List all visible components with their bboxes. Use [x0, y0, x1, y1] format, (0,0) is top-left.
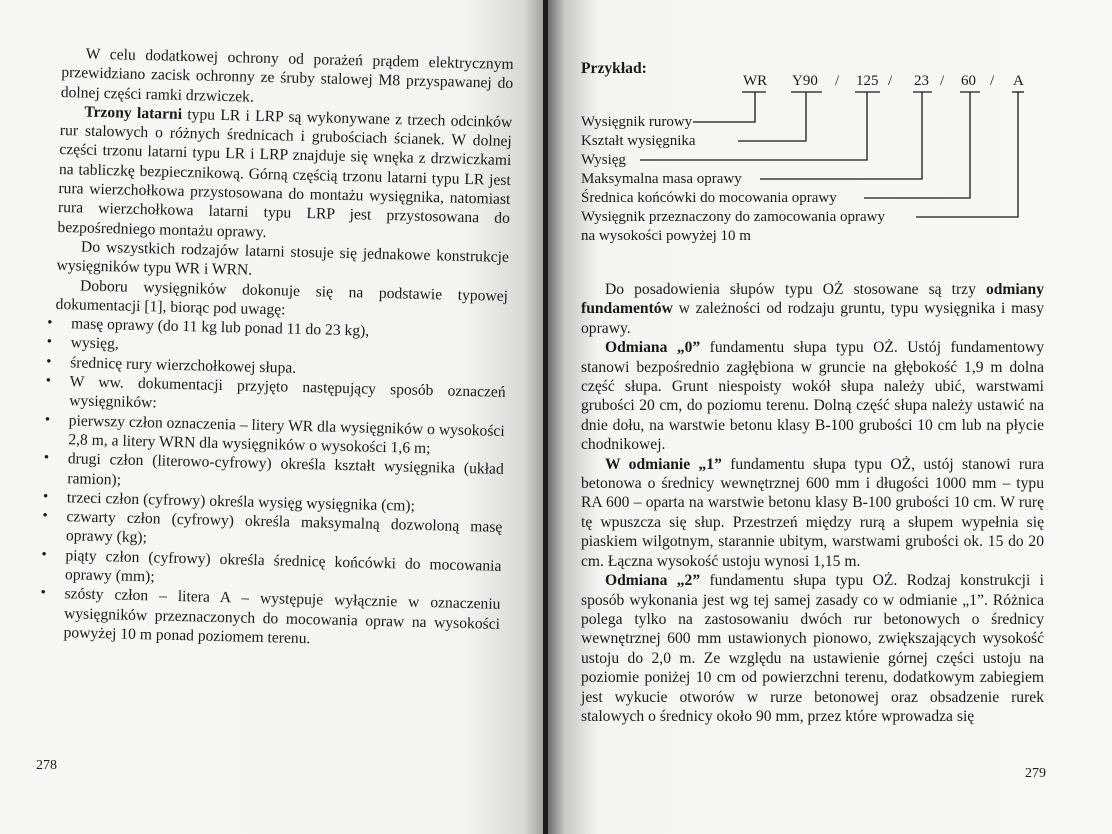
code-part-5: 60: [961, 73, 976, 89]
bullet-item: • szósty człon – litera A – występuje wyłącznie w oznaczeniu wysięgników przeznaczonych do mocowania opraw na wysokości powyżej 10 m ponad poziomem terenu.: [47, 584, 500, 653]
label-height: na wysokości powyżej 10 m: [581, 228, 751, 244]
paragraph-protection: W celu dodatkowej ochrony od porażeń prądem elektrycznym przewidziano zacisk ochronny ze śruby stalowej M8 przyspawanej do dolnej części ramki drzwiczek.: [60, 45, 514, 106]
connector-line: [693, 92, 755, 122]
code-part-4: 23: [914, 73, 929, 89]
paragraph-variant-0: [581, 338, 1044, 454]
code-separator: /: [990, 73, 995, 89]
lamp-shafts-text: typu LR i LRP są wykonywane z trzech odcinków rur stalowych o różnych średnicach i grubościach ścianek. W dolnej części trzonu latarni typu LR i LRP znajduje się wnęka z drzwiczkami na tabliczkę bezpiecznikową. Górną częścią trzonu latarni typu LR jest rura wierzchołkowa przystosowana do montażu wysięgnika, natomiast rura wierzchołkowa latarni typu LRP jest przystosowana do bezpośredniego montażu oprawy.: [57, 105, 513, 241]
bullet-item: • piąty człon (cyfrowy) określa średnicę końcówki do mocowania oprawy (mm);: [49, 546, 502, 596]
page-number-left: 278: [36, 758, 57, 773]
bullet-item: • wysięg,: [54, 333, 506, 363]
bullet-item: • W ww. dokumentacji przyjęto następujący sposób oznaczeń wysięgników:: [53, 372, 506, 422]
connector-line: [760, 92, 922, 179]
paragraph-variant-1: [581, 455, 1044, 571]
bullet-item: • trzeci człon (cyfrowy) określa wysięg wysięgnika (cm);: [51, 488, 503, 518]
code-part-1: WR: [743, 73, 768, 89]
variant-1-heading: W odmianie „1”: [605, 455, 722, 473]
label-tip-diameter: Średnica końcówki do mocowania oprawy: [581, 190, 837, 206]
label-max-mass: Maksymalna masa oprawy: [581, 171, 742, 187]
connector-line: [738, 92, 806, 141]
label-reach: Wysięg: [581, 152, 626, 168]
code-separator: /: [888, 73, 893, 89]
bullet-item: • czwarty człon (cyfrowy) określa maksymalną dozwoloną masę oprawy (kg);: [50, 507, 503, 557]
foundations-text-b: w zależności od rodzaju gruntu, typu wysięgnika i masy oprawy.: [581, 300, 1044, 337]
heading-lamp-shafts: Trzony latarni: [84, 103, 183, 123]
connector-line: [864, 92, 970, 198]
variant-0-heading: Odmiana „0”: [605, 339, 701, 357]
connector-line: [640, 92, 867, 160]
code-part-3: 125: [856, 73, 879, 89]
code-part-2: Y90: [792, 73, 818, 89]
bullet-item: • drugi człon (literowo-cyfrowy) określa kształt wysięgnika (układ ramion);: [51, 449, 504, 499]
bullet-item: • masę oprawy (do 11 kg lub ponad 11 do 23 kg),: [55, 314, 507, 344]
foundations-text-a: Do posadowienia słupów typu OŻ stosowane są trzy: [605, 281, 986, 298]
foundations-bold: odmiany fundamentów: [581, 281, 1044, 318]
variant-0-text: fundamentu słupa typu OŻ. Ustój fundamentowy stanowi bezpośrednio zagłębiona w gruncie na głębokość 1,9 m dolna część słupa. Grunt niespoisty wokół słupa należy ubić, warstwami grubości 20 cm, do poziomu terenu. Dolną część słupa należy ustawić na dnie dołu, na warstwie betonu klasy B-100 grubości 10 cm lub na płycie chodnikowej.: [581, 339, 1045, 454]
page-number-right: 279: [1025, 766, 1046, 781]
variant-2-heading: Odmiana „2”: [605, 572, 701, 590]
code-separator: /: [835, 73, 840, 89]
label-high-mount: Wysięgnik przeznaczony do zamocowania oprawy: [581, 209, 885, 225]
paragraph-outriggers: Do wszystkich rodzajów latarni stosuje się jednakowe konstrukcje wysięgników typu WR i WRN.: [56, 238, 510, 279]
code-separator: /: [940, 73, 945, 89]
example-title: Przykład:: [581, 60, 647, 77]
bullet-item: • pierwszy człon oznaczenia – litery WR dla wysięgników o wysokości 2,8 m, a litery WRN dla wysięgników o wysokości 1,6 m;: [52, 411, 505, 461]
variant-1-text: fundamentu słupa typu OŻ, ustój stanowi rura betonowa o średnicy wewnętrznej 600 mm i długości 1000 mm – typu RA 600 – oparta na warstwie betonu klasy B-100 grubości 10 cm. W rurę tę wpuszcza się słup. Przestrzeń między rurą a słupem wypełnia się piaskiem wilgotnym, starannie ubitym, warstwami grubości ok. 15 do 20 cm. Łączna wysokość ustoju wynosi 1,15 m.: [581, 455, 1044, 570]
bullet-item: • średnicę rury wierzchołkowej słupa.: [54, 353, 506, 383]
paragraph-selection: Doboru wysięgników dokonuje się na podstawie typowej dokumentacji [1], biorąc pod uwagę:: [55, 277, 509, 319]
label-tubular-outrigger: Wysięgnik rurowy: [581, 114, 693, 130]
variant-2-text: fundamentu słupa typu OŻ. Rodzaj konstrukcji i sposób wykonania jest wg tej samej zasady co w odmianie „1”. Różnica polega tylko na zastosowaniu dwóch rur betonowych o średnicy wewnętrznej 600 mm ustawionych pionowo, zwiększających wysokość ustoju do 2,0 m. Ze względu na ustawienie górnej części ustoju na poziomie poniżej 10 cm od powierzchni terenu, dodatkowym zabiegiem jest wykucie otworów w rurze betonowej oraz obsadzenie rurek stalowych o średnicy około 90 mm, przez które wprowadza się: [581, 572, 1044, 725]
paragraph-foundations: [581, 280, 1044, 338]
right-page-text: [581, 280, 1044, 726]
code-part-6: A: [1013, 73, 1024, 89]
paragraph-variant-2: [581, 571, 1044, 726]
label-outrigger-shape: Kształt wysięgnika: [581, 133, 696, 149]
